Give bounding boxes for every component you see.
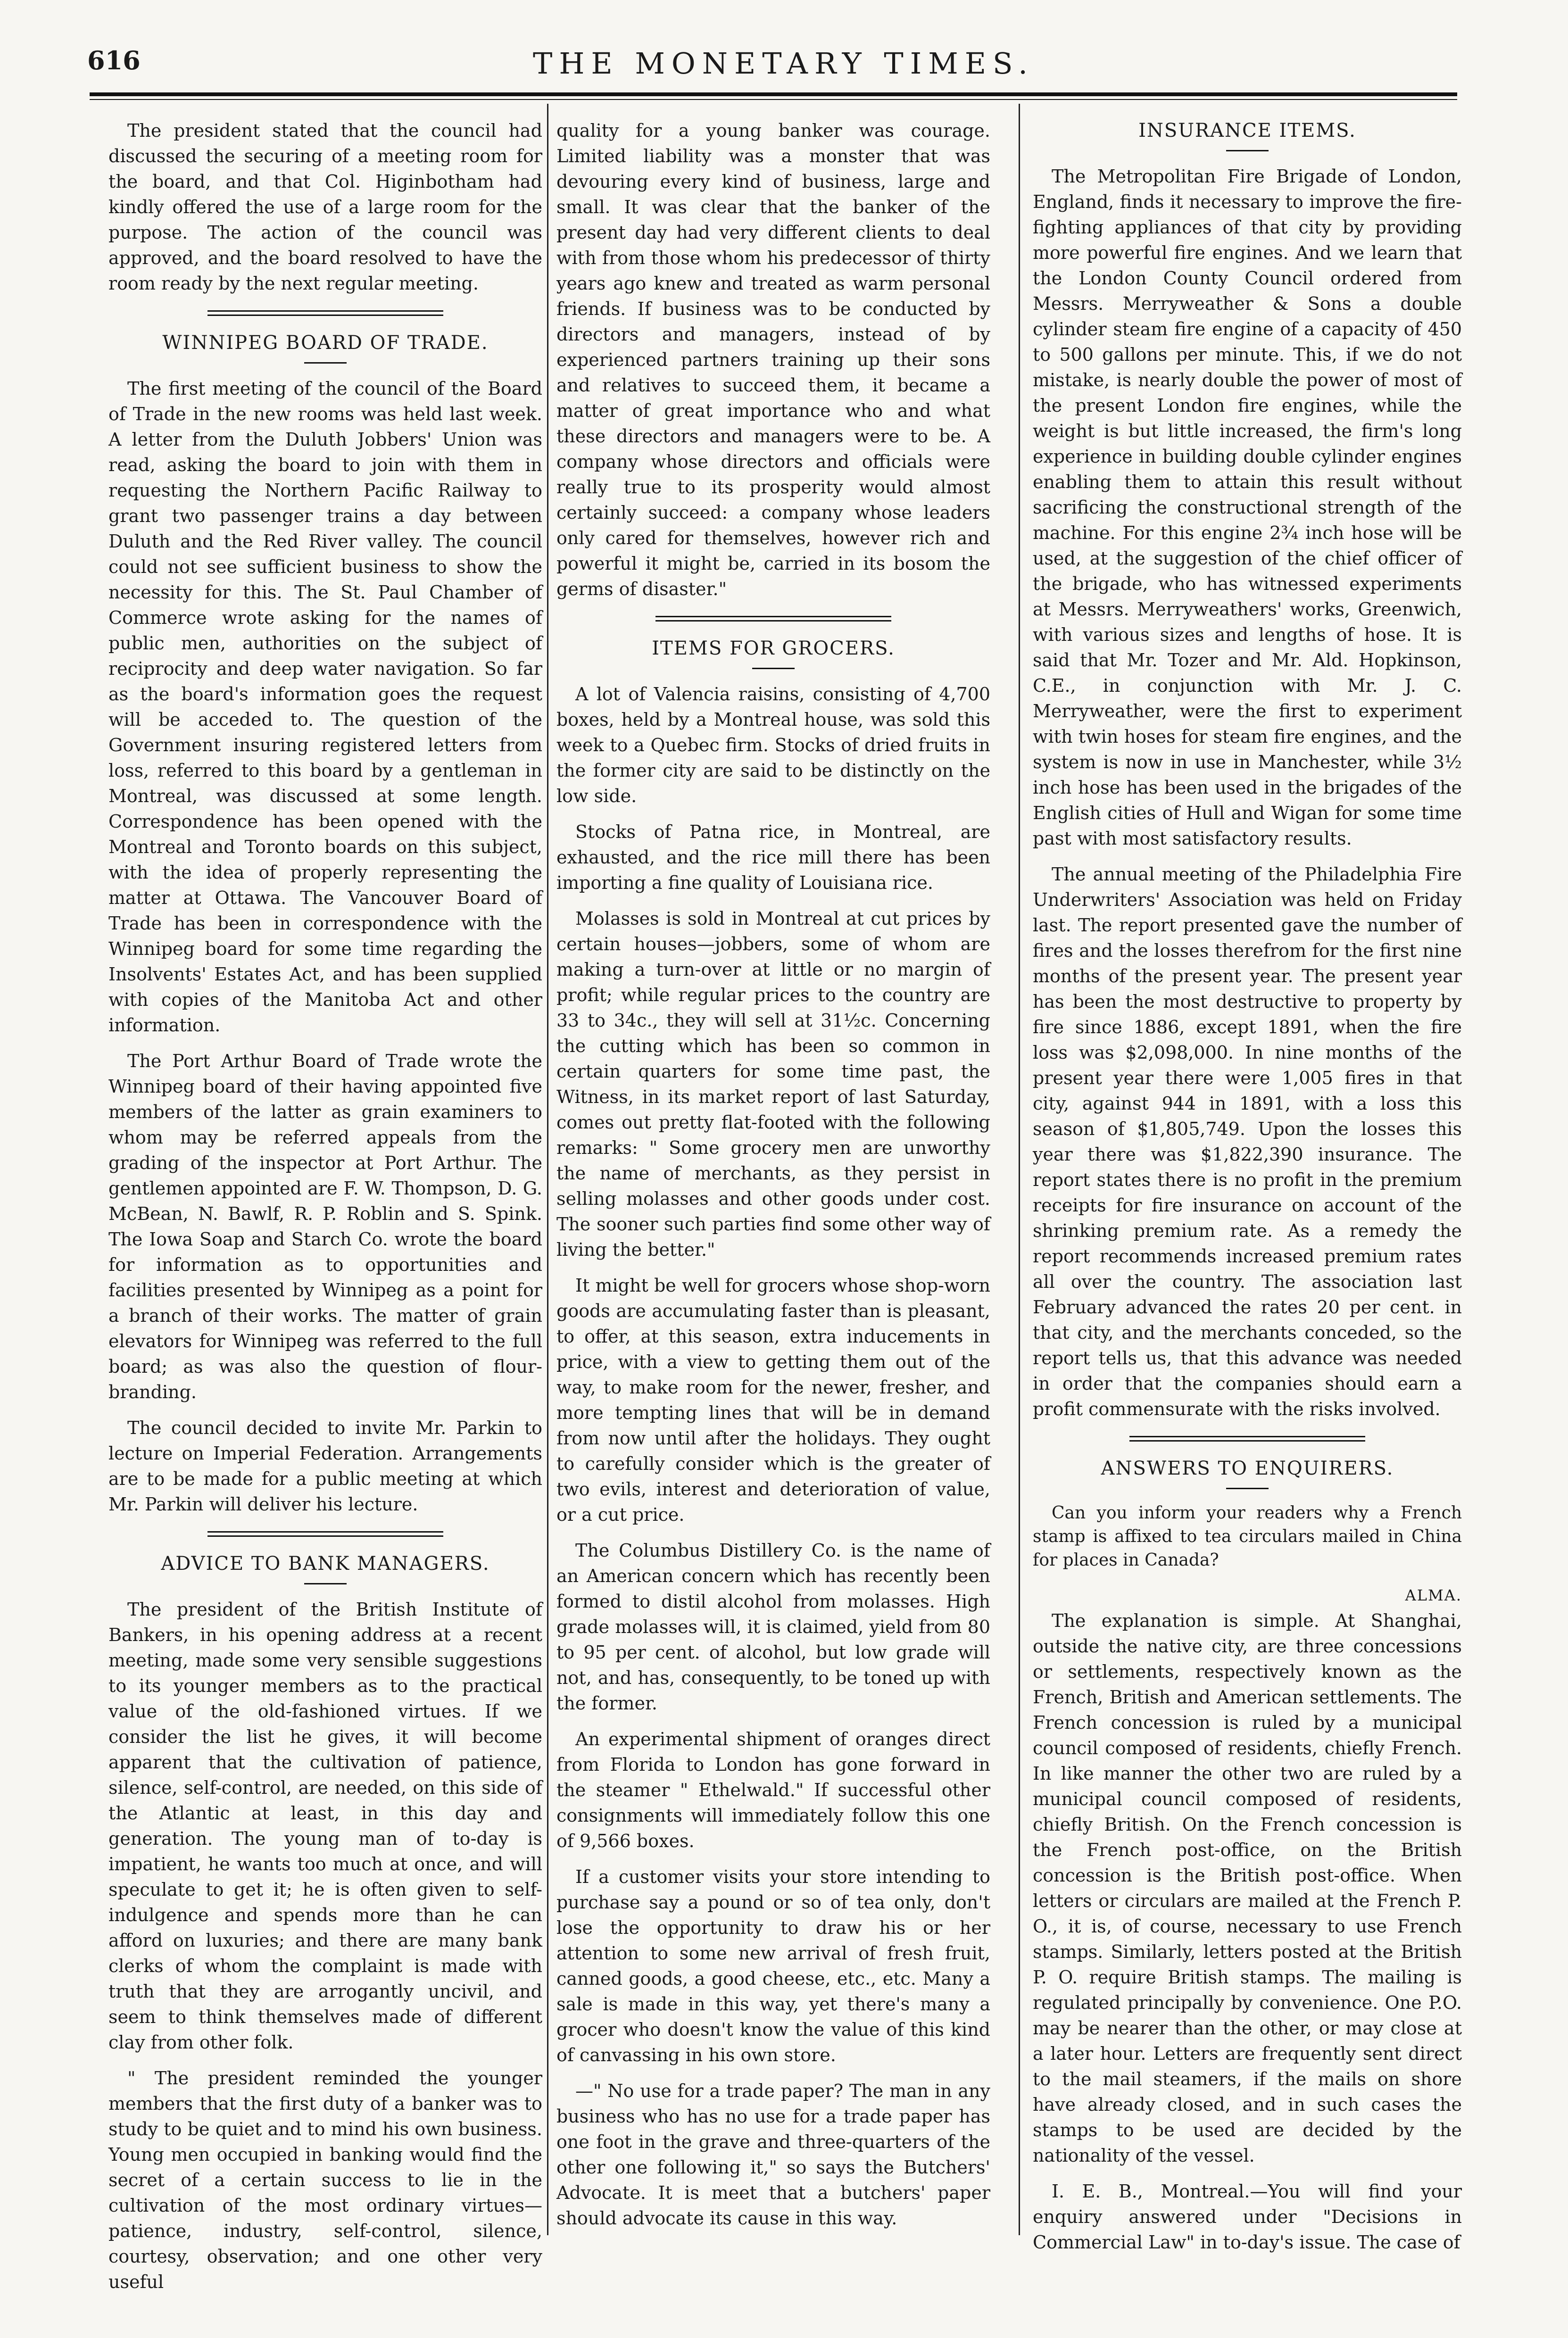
paragraph: A lot of Valencia raisins, consisting of 4,700 boxes, held by a Montreal house, was sold this week to a Quebec firm. Stocks of dried fruits in the former city are said to be distinctly on the low side. — [556, 684, 990, 806]
header-rule-thin — [90, 99, 1457, 100]
section-heading-answers: ANSWERS TO ENQUIRERS. — [1101, 1458, 1394, 1479]
section-heading-insurance: INSURANCE ITEMS. — [1138, 120, 1356, 141]
paragraph: The Columbus Distillery Co. is the name of an American concern which has recently been formed to distil alcohol from molasses. High grade molasses will, it is claimed, yield from 80 to 95 per cent. of alcohol, but low grade will not, and has, consequently, to be toned up with the former. — [556, 1540, 990, 1714]
section-rule — [655, 616, 891, 622]
heading-underline — [1226, 1488, 1269, 1489]
section-heading-grocers: ITEMS FOR GROCERS. — [652, 638, 895, 659]
column-3 — [1033, 118, 1462, 2259]
paragraph: The annual meeting of the Philadelphia Fire Underwriters' Association was held on Friday last. The report presented gave the number of fires and the losses therefrom for the first nine months of the present year. The present year has been the most destructive to property by fire since 1886, except 1891, when the fire loss was $2,098,000. In nine months of the present year there were 1,005 fires in that city, against 944 in 1891, with a loss this season of $1,805,749. Upon the losses this year there was $1,822,390 insurance. The report states there is no profit in the premium receipts for fire insurance on account of the shrinking premium rate. As a remedy the report recommends increased premium rates all over the country. The association last February advanced the rates 20 per cent. in that city, and the merchants conceded, so the report tells us, that this advance was needed in order that the companies should earn a profit commensurate with the risks involved. — [1033, 864, 1462, 1419]
column-divider-2 — [1019, 104, 1020, 2235]
paragraph: The president stated that the council had discussed the securing of a meeting room for the board, and that Col. Higinbotham had kindly offered the use of a large room for the purpose. The action of the council was approved, and the board resolved to have the room ready by the next regular meeting. — [108, 120, 542, 294]
paragraph: quality for a young banker was courage. Limited liability was a monster that was devouring every kind of business, large and small. It was clear that the banker of the present day had very different clients to deal with from those whom his predecessor of thirty years ago knew and treated as warm personal friends. If business was to be conducted by directors and managers, instead of by experienced partners training up their sons and relatives to succeed them, it became a matter of great importance who and what these directors and managers were to be. A company whose directors and officials were really true to its prosperity would almost certainly succeed: a company whose leaders only cared for themselves, however rich and powerful it might be, carried in its bosom the germs of disaster." — [556, 120, 990, 599]
heading-underline — [1226, 150, 1269, 151]
paragraph: —" No use for a trade paper? The man in any business who has no use for a trade paper has one foot in the grave and three-quarters of the other one following it," so says the Butchers' Advocate. It is meet that a butchers' paper should advocate its cause in this way. — [556, 2081, 990, 2229]
paragraph: The Metropolitan Fire Brigade of London, England, finds it necessary to improve the fire-fighting appliances of that city by providing more powerful fire engines. And we learn that the London County Council ordered from Messrs. Merryweather & Sons a double cylinder steam fire engine of a capacity of 450 to 500 gallons per minute. This, if we do not mistake, is nearly double the power of most of the present London fire engines, while the weight is but little increased, the firm's long experience in building double cylinder engines enabling them to attain this result without sacrificing the constructional strength of the machine. For this engine 2¾ inch hose will be used, at the suggestion of the chief officer of the brigade, who has witnessed experiments at Messrs. Merryweathers' works, Greenwich, with various sizes and lengths of hose. It is said that Mr. Tozer and Mr. Ald. Hopkinson, C.E., in conjunction with Mr. J. C. Merryweather, were the first to experiment with twin hoses for steam fire engines, and the system is now in use in Manchester, while 3½ inch hose has been used in the brigades of the English cities of Hull and Wigan for some time past with most satisfactory results. — [1033, 166, 1462, 849]
header-rule — [90, 92, 1457, 96]
paragraph: The Port Arthur Board of Trade wrote the Winnipeg board of their having appointed five members of the latter as grain examiners to whom may be referred appeals from the grading of the inspector at Port Arthur. The gentlemen appointed are F. W. Thompson, D. G. McBean, N. Bawlf, R. P. Roblin and S. Spink. The Iowa Soap and Starch Co. wrote the board for information as to opportunities and facilities presented by Winnipeg as a point for a branch of their works. The matter of grain elevators for Winnipeg was referred to the full board; as was also the question of flour-branding. — [108, 1051, 542, 1402]
heading-underline — [304, 1583, 347, 1584]
section-rule — [207, 310, 443, 316]
page-number: 616 — [87, 45, 141, 75]
enquiry-text: Can you inform your readers why a French stamp is affixed to tea circulars mailed in China for places in Canada? — [1033, 1503, 1462, 1570]
paragraph: Stocks of Patna rice, in Montreal, are exhausted, and the rice mill there has been importing a fine quality of Louisiana rice. — [556, 821, 990, 893]
masthead-title: THE MONETARY TIMES. — [533, 46, 1034, 81]
section-rule — [1129, 1436, 1365, 1442]
section-heading-winnipeg: WINNIPEG BOARD OF TRADE. — [162, 332, 489, 354]
paragraph: Molasses is sold in Montreal at cut prices by certain houses—jobbers, some of whom are making a turn-over at little or no margin of profit; while regular prices to the country are 33 to 34c., they will sell at 31½c. Concerning the cutting which has been so common in certain quarters for some time past, the Witness, in its market report of last Saturday, comes out pretty flat-footed with the following remarks: " Some grocery men are unworthy the name of merchants, as they persist in selling molasses and other goods under cost. The sooner such parties find some other way of living the better." — [556, 908, 990, 1260]
paragraph: It might be well for grocers whose shop-worn goods are accumulating faster than is pleasant, to offer, at this season, extra inducements in price, with a view to getting them out of the way, to make room for the newer, fresher, and more tempting lines that will be in demand from now until after the holidays. They ought to carefully consider which is the greater of two evils, interest and deterioration of value, or a cut price. — [556, 1275, 990, 1525]
section-rule — [207, 1531, 443, 1537]
section-heading-advice: ADVICE TO BANK MANAGERS. — [161, 1553, 490, 1575]
column-2 — [556, 118, 990, 2259]
column-divider-1 — [547, 104, 548, 2235]
column-1 — [108, 118, 542, 2292]
paragraph: The first meeting of the council of the Board of Trade in the new rooms was held last week. A letter from the Duluth Jobbers' Union was read, asking the board to join with them in requesting the Northern Pacific Railway to grant two passenger trains a day between Duluth and the Red River valley. The council could not see sufficient business to show the necessity for this. The St. Paul Chamber of Commerce wrote asking for the names of public men, authorities on the subject of reciprocity and deep water navigation. So far as the board's information goes the request will be acceded to. The question of the Government insuring registered letters from loss, referred to this board by a gentleman in Montreal, was discussed at some length. Correspondence has been opened with the Montreal and Toronto boards on this subject, with the idea of properly representing the matter at Ottawa. The Vancouver Board of Trade has been in correspondence with the Winnipeg board for some time regarding the Insolvents' Estates Act, and has been supplied with copies of the Manitoba Act and other information. — [108, 378, 542, 1036]
paragraph: The president of the British Institute of Bankers, in his opening address at a recent meeting, made some very sensible suggestions to its younger members as to the practical value of the old-fashioned virtues. If we consider the list he gives, it will become apparent that the cultivation of patience, silence, self-control, are needed, on this side of the Atlantic at least, in this day and generation. The young man of to-day is impatient, he wants too much at once, and will speculate to get it; he is often given to self-indulgence and spends more than he can afford on luxuries; and there are many bank clerks of whom the complaint is made with truth that they are arrogantly uncivil, and seem to think themselves made of different clay from other folk. — [108, 1599, 542, 2053]
enquiry-signature: ALMA. — [1405, 1586, 1462, 1604]
paragraph: An experimental shipment of oranges direct from Florida to London has gone forward in the steamer " Ethelwald." If successful other consignments will immediately follow this one of 9,566 boxes. — [556, 1729, 990, 1851]
paragraph: The council decided to invite Mr. Parkin to lecture on Imperial Federation. Arrangements are to be made for a public meeting at which Mr. Parkin will deliver his lecture. — [108, 1418, 542, 1515]
paragraph: The explanation is simple. At Shanghai, outside the native city, are three concessions or settlements, respectively known as the French, British and American settlements. The French concession is ruled by a municipal council composed of residents, chiefly French. In like manner the other two are ruled by a municipal council composed of residents, chiefly British. On the French concession is the French post-office, on the British concession is the British post-office. When letters or circulars are mailed at the French P. O., it is, of course, necessary to use French stamps. Similarly, letters posted at the British P. O. require British stamps. The mailing is regulated principally by convenience. One P.O. may be nearer than the other, or may close at a later hour. Letters are frequently sent direct to the mail steamers, if the mails on shore have already closed, and in such cases the stamps to be used are decided by the nationality of the vessel. — [1033, 1610, 1462, 2166]
heading-underline — [752, 668, 795, 669]
paragraph: If a customer visits your store intending to purchase say a pound or so of tea only, don't lose the opportunity to draw his or her attention to some new arrival of fresh fruit, canned goods, a good cheese, etc., etc. Many a sale is made in this way, yet there's many a grocer who doesn't know the value of this kind of canvassing in his own store. — [556, 1866, 990, 2065]
paragraph: I. E. B., Montreal.—You will find your enquiry answered under "Decisions in Commercial Law" in to-day's issue. The case of — [1033, 2181, 1462, 2253]
heading-underline — [304, 362, 347, 364]
paragraph: " The president reminded the younger members that the first duty of a banker was to study to be quiet and to mind his own business. Young men occupied in banking would find the secret of a certain success to lie in the cultivation of the most ordinary virtues—patience, industry, self-control, silence, courtesy, observation; and one other very useful — [108, 2068, 542, 2292]
